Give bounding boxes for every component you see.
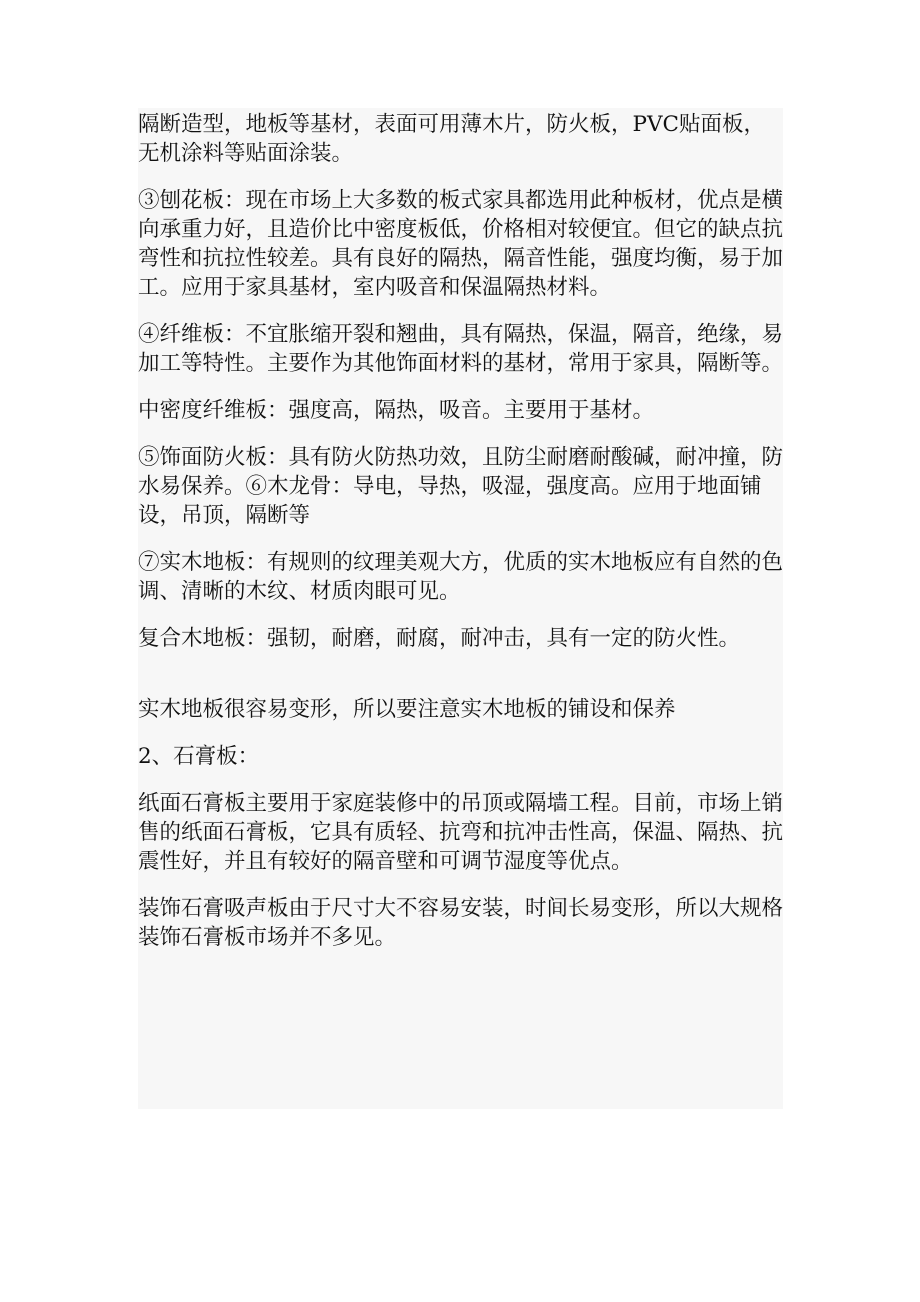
paragraph-floor-maintenance: 实木地板很容易变形，所以要注意实木地板的铺设和保养 — [138, 697, 676, 722]
paragraph-solid-wood-floor: ⑦实木地板：有规则的纹理美观大方，优质的实木地板应有自然的色调、清晰的木纹、材质肉眼可见。 — [138, 550, 784, 604]
paragraph-paper-gypsum-board: 纸面石膏板主要用于家庭装修中的吊顶或隔墙工程。目前，市场上销售的纸面石膏板，它具有质轻、抗弯和抗冲击性高，保温、隔热、抗震性好，并且有较好的隔音壁和可调节湿度等优点。 — [138, 791, 784, 874]
document-body — [138, 108, 783, 1109]
paragraph-partition-materials: 隔断造型，地板等基材，表面可用薄木片，防火板，PVC贴面板，无机涂料等贴面涂装。 — [138, 112, 765, 166]
paragraph-composite-floor: 复合木地板：强韧，耐磨，耐腐，耐冲击，具有一定的防火性。 — [138, 626, 741, 651]
paragraph-particle-board: ③刨花板：现在市场上大多数的板式家具都选用此种板材，优点是横向承重力好，且造价比中密度板低，价格相对较便宜。但它的缺点抗弯性和抗拉性较差。具有良好的隔热，隔音性能，强度均衡，易于加工。应用于家具基材，室内吸音和保温隔热材料。 — [138, 188, 784, 300]
paragraph-fireproof-board: ⑤饰面防火板：具有防火防热功效，且防尘耐磨耐酸碱，耐冲撞，防水易保养。⑥木龙骨：导电，导热，吸湿，强度高。应用于地面铺设，吊顶，隔断等 — [138, 445, 784, 528]
paragraph-fiber-board: ④纤维板：不宜胀缩开裂和翘曲，具有隔热，保温，隔音，绝缘，易加工等特性。主要作为其他饰面材料的基材，常用于家具，隔断等。 — [138, 322, 784, 376]
paragraph-mdf: 中密度纤维板：强度高，隔热，吸音。主要用于基材。 — [138, 398, 655, 423]
paragraph-acoustic-gypsum-board: 装饰石膏吸声板由于尺寸大不容易安装，时间长易变形，所以大规格装饰石膏板市场并不多见。 — [138, 896, 784, 950]
section-heading-gypsum-board: 2、石膏板： — [138, 744, 260, 769]
